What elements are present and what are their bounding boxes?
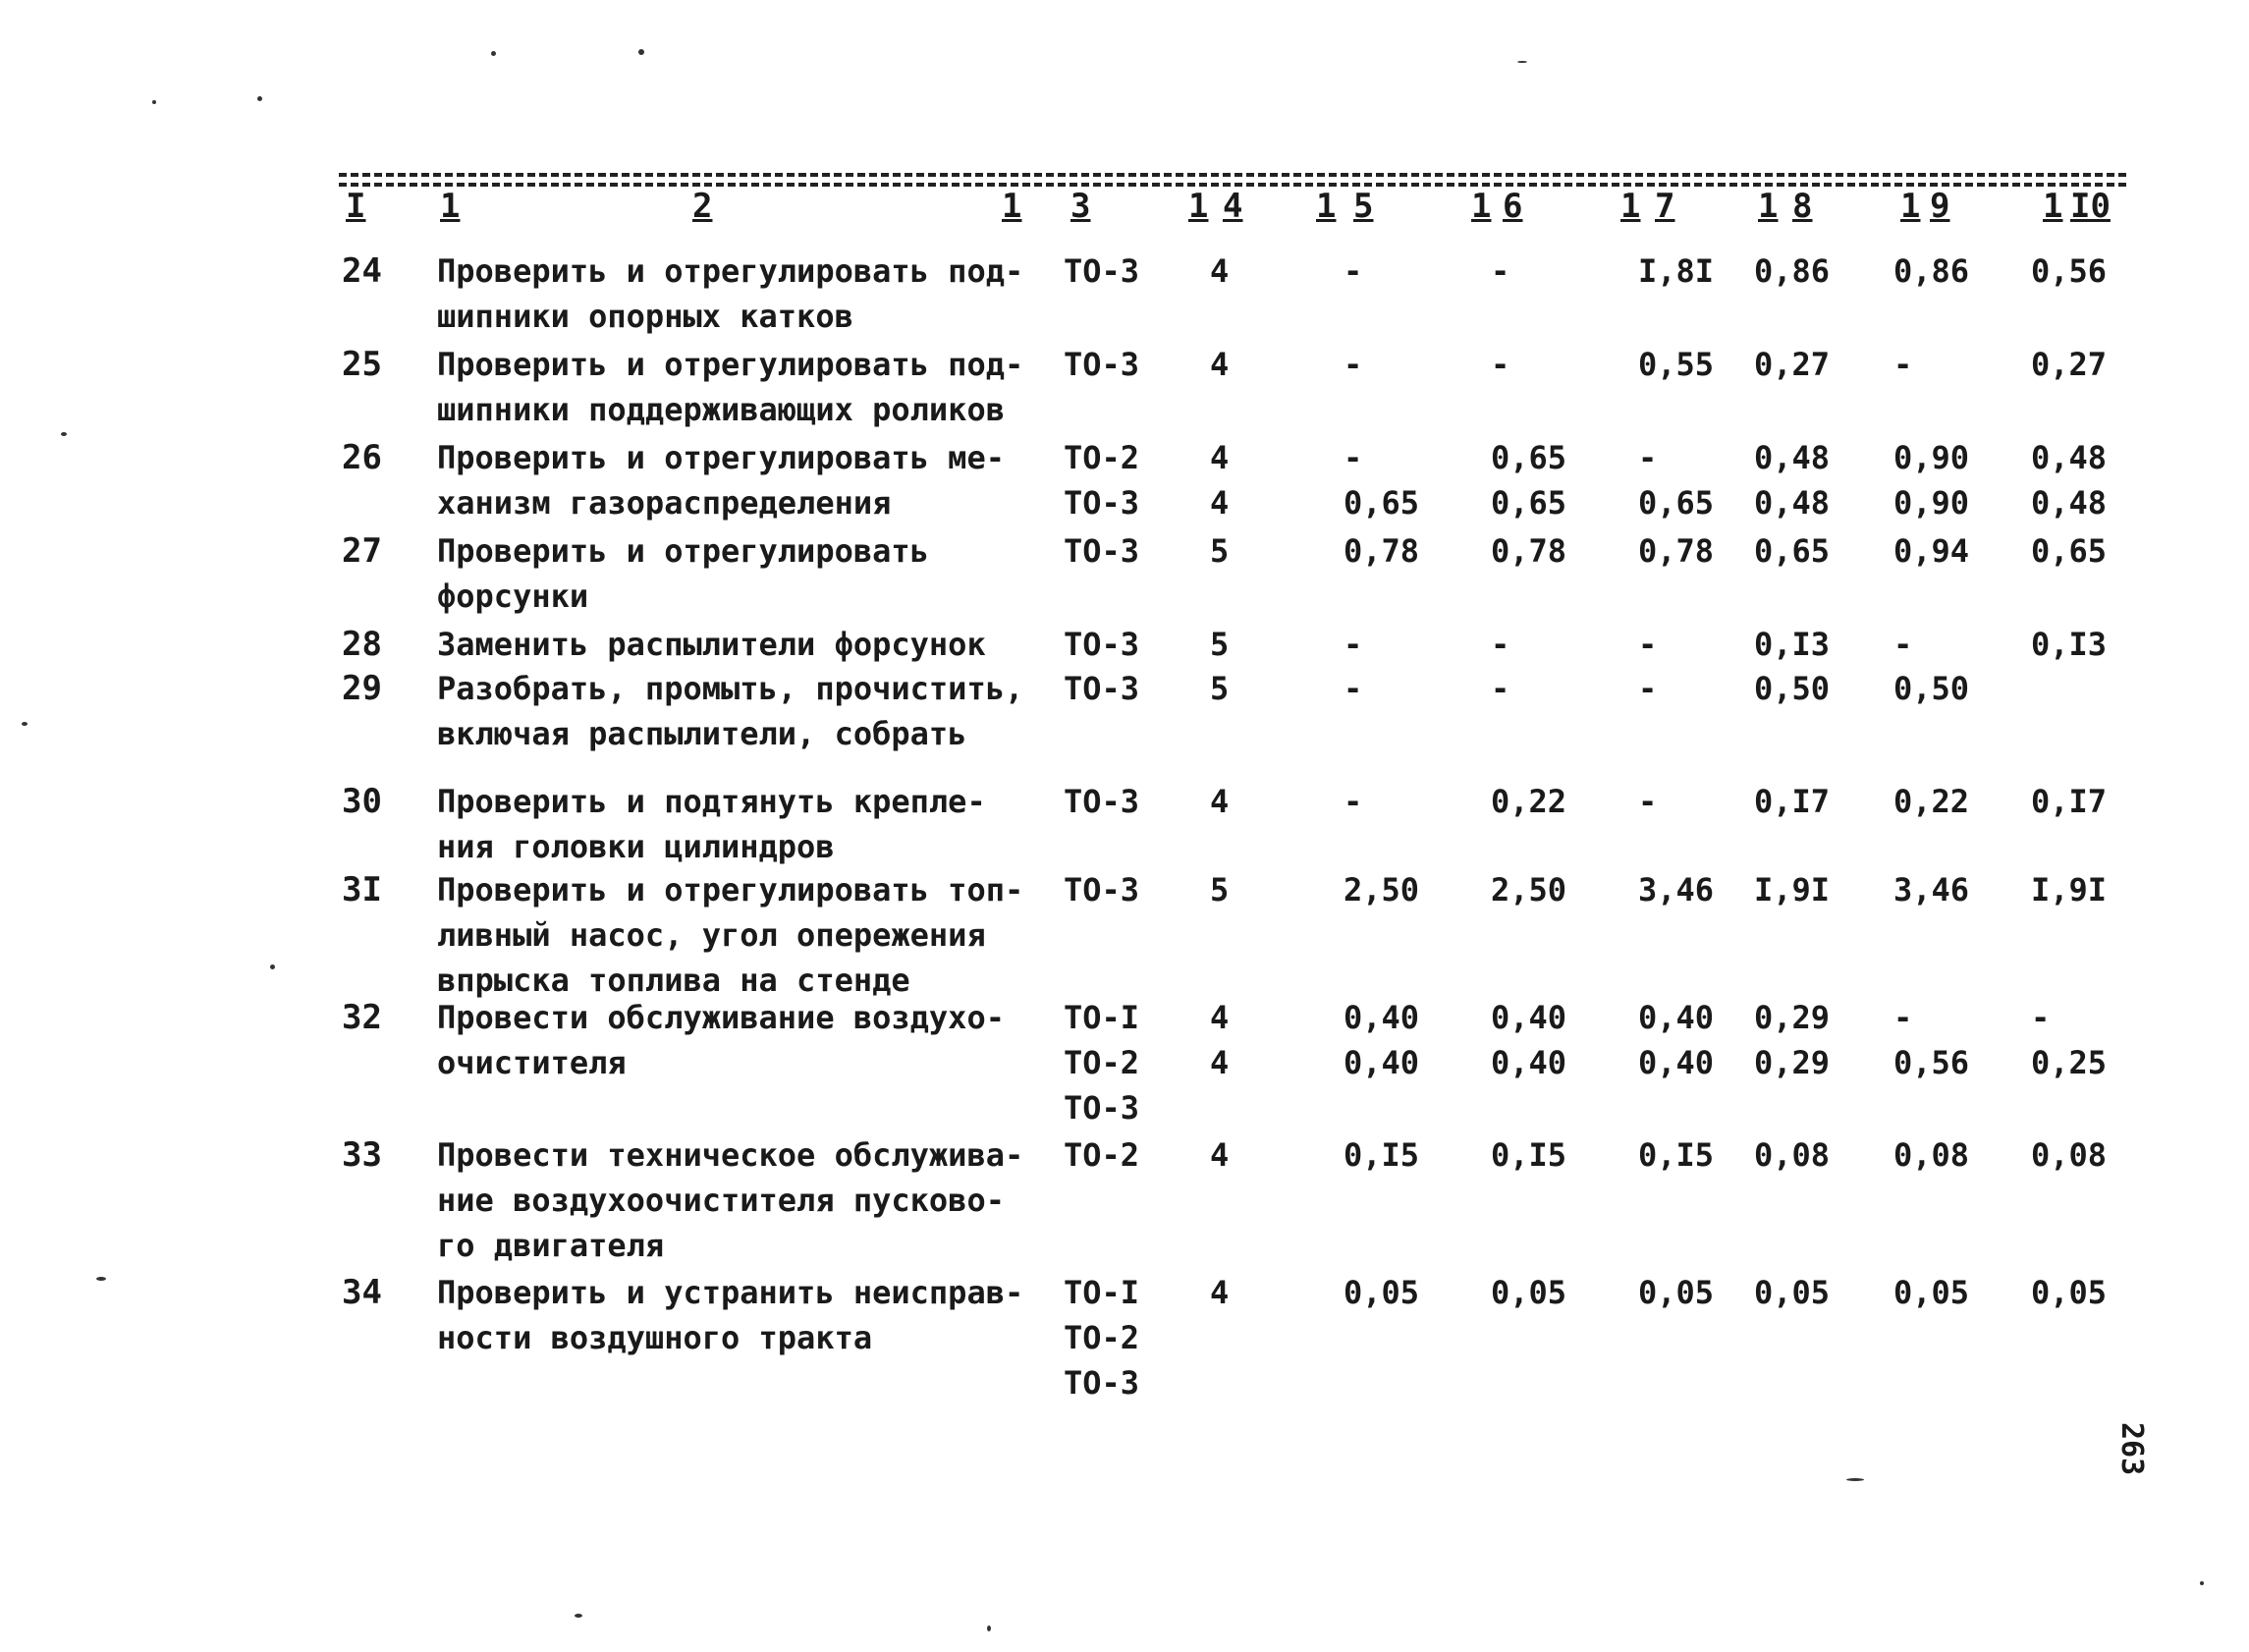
row-number: 3I	[342, 870, 382, 909]
row-description-line: Проверить и отрегулировать под-	[437, 346, 1024, 383]
value-col-10-line: 0,48	[2031, 484, 2108, 522]
category-value	[1210, 528, 1249, 574]
category-value-line: 5	[1210, 626, 1230, 663]
value-col-9-line: 0,22	[1893, 783, 1970, 820]
value-col-8	[1754, 867, 1872, 912]
value-col-6-line: 0,78	[1491, 532, 1567, 570]
value-col-9	[1893, 342, 2011, 387]
row-description-line: Проверить и устранить неисправ-	[437, 1274, 1024, 1311]
value-col-6-line: -	[1491, 346, 1510, 383]
value-col-9	[1893, 867, 2011, 912]
header-col-separator: 1	[2043, 187, 2063, 226]
header-col-label: 7	[1655, 187, 1675, 226]
value-col-8-line: 0,08	[1754, 1136, 1831, 1174]
value-col-6	[1491, 1132, 1609, 1178]
value-col-8-line: 0,I3	[1754, 626, 1831, 663]
value-col-5-line: -	[1344, 252, 1363, 290]
row-description-line: Проверить и отрегулировать ме-	[437, 439, 1005, 476]
maintenance-code-line: ТО-3	[1064, 871, 1140, 909]
row-description-line: форсунки	[437, 578, 589, 615]
maintenance-code-line: ТО-2	[1064, 439, 1140, 476]
value-col-10-line: 0,56	[2031, 252, 2108, 290]
value-col-7-line: 0,05	[1638, 1274, 1715, 1311]
value-col-8-line: 0,48	[1754, 439, 1831, 476]
value-col-7-line: 0,55	[1638, 346, 1715, 383]
row-description	[437, 435, 1046, 525]
value-col-7-line: 3,46	[1638, 871, 1715, 909]
row-number: 32	[342, 998, 382, 1037]
value-col-9	[1893, 1270, 2011, 1315]
scan-speck	[1846, 1478, 1864, 1481]
value-col-10-line: 0,I3	[2031, 626, 2108, 663]
value-col-9	[1893, 1132, 2011, 1178]
maintenance-code-line: ТО-2	[1064, 1319, 1140, 1356]
row-number: 24	[342, 251, 382, 291]
row-number: 25	[342, 345, 382, 384]
value-col-9-line: 3,46	[1893, 871, 1970, 909]
value-col-7-line: 0,65	[1638, 484, 1715, 522]
category-value-line: 5	[1210, 670, 1230, 707]
value-col-8	[1754, 995, 1872, 1085]
value-col-5-line: -	[1344, 346, 1363, 383]
category-value	[1210, 867, 1249, 912]
value-col-10-line: 0,08	[2031, 1136, 2108, 1174]
category-value-line: 4	[1210, 252, 1230, 290]
value-col-5-line: 2,50	[1344, 871, 1420, 909]
category-value-line: 4	[1210, 439, 1230, 476]
value-col-5	[1344, 435, 1461, 525]
value-col-10	[2031, 1132, 2149, 1178]
row-description	[437, 867, 1046, 1003]
scan-speck	[61, 432, 67, 436]
header-col-label: 8	[1792, 187, 1813, 226]
value-col-10-line: 0,48	[2031, 439, 2108, 476]
value-col-7	[1638, 867, 1756, 912]
row-number: 28	[342, 625, 382, 664]
value-col-7	[1638, 528, 1756, 574]
scan-speck	[2200, 1581, 2204, 1585]
header-col-separator: 1	[1471, 187, 1492, 226]
value-col-10-line: -	[2031, 999, 2051, 1036]
category-value	[1210, 622, 1249, 667]
value-col-8	[1754, 1270, 1872, 1315]
value-col-5-line: -	[1344, 439, 1363, 476]
value-col-5	[1344, 528, 1461, 574]
maintenance-code	[1064, 622, 1172, 667]
row-description-line: ния головки цилиндров	[437, 828, 835, 865]
row-description-line: Провести обслуживание воздухо-	[437, 999, 1005, 1036]
row-number: 30	[342, 782, 382, 821]
header-col-label: 4	[1223, 187, 1243, 226]
value-col-8	[1754, 248, 1872, 294]
header-col-label: I0	[2070, 187, 2111, 226]
category-value-line: 5	[1210, 871, 1230, 909]
row-description	[437, 779, 1046, 869]
maintenance-code	[1064, 528, 1172, 574]
value-col-7-line: -	[1638, 439, 1658, 476]
value-col-9-line: 0,94	[1893, 532, 1970, 570]
row-description-line: ности воздушного тракта	[437, 1319, 873, 1356]
maintenance-code-line: ТО-I	[1064, 1274, 1140, 1311]
scan-speck	[22, 722, 27, 726]
value-col-7-line: 0,40	[1638, 1044, 1715, 1081]
value-col-8-line: 0,29	[1754, 999, 1831, 1036]
value-col-7	[1638, 666, 1756, 711]
value-col-6-line: 0,22	[1491, 783, 1567, 820]
value-col-7-line: 0,40	[1638, 999, 1715, 1036]
scan-speck	[270, 964, 275, 969]
category-value	[1210, 1270, 1249, 1315]
value-col-7	[1638, 1132, 1756, 1178]
category-value	[1210, 342, 1249, 387]
header-col-separator: 1	[440, 187, 461, 226]
category-value-line: 4	[1210, 999, 1230, 1036]
value-col-9-line: 0,08	[1893, 1136, 1970, 1174]
value-col-6-line: 2,50	[1491, 871, 1567, 909]
category-value	[1210, 666, 1249, 711]
scan-speck	[575, 1614, 582, 1618]
value-col-10-line: 0,27	[2031, 346, 2108, 383]
maintenance-code	[1064, 1270, 1172, 1405]
value-col-8-line: 0,I7	[1754, 783, 1831, 820]
value-col-9-line: 0,90	[1893, 439, 1970, 476]
category-value	[1210, 248, 1249, 294]
category-value	[1210, 1132, 1249, 1178]
maintenance-code	[1064, 1132, 1172, 1178]
value-col-9-line: -	[1893, 626, 1913, 663]
value-col-9	[1893, 528, 2011, 574]
row-number: 27	[342, 531, 382, 571]
row-description	[437, 666, 1046, 756]
scan-speck	[257, 96, 262, 101]
value-col-6	[1491, 435, 1609, 525]
row-description	[437, 1132, 1046, 1268]
row-description-line: ливный насос, угол опережения	[437, 916, 986, 954]
value-col-8	[1754, 342, 1872, 387]
value-col-7-line: 0,78	[1638, 532, 1715, 570]
maintenance-code	[1064, 867, 1172, 912]
page-number: 263	[2114, 1422, 2149, 1476]
row-number: 26	[342, 438, 382, 477]
value-col-5-line: 0,40	[1344, 1044, 1420, 1081]
value-col-10	[2031, 995, 2149, 1085]
value-col-6-line: 0,65	[1491, 484, 1567, 522]
value-col-6-line: 0,65	[1491, 439, 1567, 476]
value-col-9	[1893, 622, 2011, 667]
maintenance-code	[1064, 248, 1172, 294]
row-description-line: Проверить и подтянуть крепле-	[437, 783, 986, 820]
value-col-9-line: 0,90	[1893, 484, 1970, 522]
header-col-separator: 1	[1620, 187, 1641, 226]
value-col-6-line: 0,40	[1491, 999, 1567, 1036]
maintenance-code-line: ТО-3	[1064, 484, 1140, 522]
header-col-separator: 1	[1900, 187, 1921, 226]
maintenance-code	[1064, 995, 1172, 1130]
value-col-9-line: 0,56	[1893, 1044, 1970, 1081]
value-col-8-line: 0,48	[1754, 484, 1831, 522]
maintenance-code-line: ТО-3	[1064, 670, 1140, 707]
header-col-separator: 1	[1188, 187, 1209, 226]
value-col-9-line: 0,05	[1893, 1274, 1970, 1311]
table-top-rule	[339, 173, 2126, 177]
maintenance-code	[1064, 435, 1172, 525]
value-col-5-line: 0,I5	[1344, 1136, 1420, 1174]
value-col-5	[1344, 666, 1461, 711]
header-col-label: 9	[1930, 187, 1950, 226]
value-col-8-line: 0,50	[1754, 670, 1831, 707]
category-value-line: 4	[1210, 346, 1230, 383]
row-description-line: Проверить и отрегулировать под-	[437, 252, 1024, 290]
value-col-9-line: -	[1893, 346, 1913, 383]
category-value	[1210, 995, 1249, 1085]
maintenance-code-line: ТО-I	[1064, 999, 1140, 1036]
maintenance-code-line: ТО-3	[1064, 252, 1140, 290]
value-col-10	[2031, 528, 2149, 574]
row-description	[437, 528, 1046, 619]
scan-speck	[491, 51, 496, 56]
value-col-9-line: 0,86	[1893, 252, 1970, 290]
value-col-5-line: -	[1344, 670, 1363, 707]
value-col-10-line: 0,65	[2031, 532, 2108, 570]
value-col-8-line: 0,05	[1754, 1274, 1831, 1311]
category-value-line: 4	[1210, 1274, 1230, 1311]
row-number: 34	[342, 1273, 382, 1312]
scan-speck	[152, 100, 156, 104]
value-col-6-line: -	[1491, 626, 1510, 663]
value-col-6	[1491, 995, 1609, 1085]
value-col-5-line: -	[1344, 783, 1363, 820]
maintenance-code-line: ТО-3	[1064, 626, 1140, 663]
value-col-10	[2031, 666, 2149, 711]
value-col-6-line: 0,05	[1491, 1274, 1567, 1311]
scan-speck	[96, 1277, 106, 1281]
value-col-9-line: -	[1893, 999, 1913, 1036]
value-col-7	[1638, 435, 1756, 525]
value-col-8-line: 0,29	[1754, 1044, 1831, 1081]
row-description	[437, 1270, 1046, 1360]
row-description-line: го двигателя	[437, 1227, 665, 1264]
row-description	[437, 995, 1046, 1085]
value-col-8	[1754, 666, 1872, 711]
value-col-10-line: 0,I7	[2031, 783, 2108, 820]
value-col-5-line: 0,65	[1344, 484, 1420, 522]
row-description-line: Заменить распылители форсунок	[437, 626, 986, 663]
maintenance-code-line: ТО-3	[1064, 1364, 1140, 1402]
row-description-line: Проверить и отрегулировать топ-	[437, 871, 1024, 909]
value-col-5	[1344, 995, 1461, 1085]
value-col-7-line: 0,I5	[1638, 1136, 1715, 1174]
value-col-5	[1344, 248, 1461, 294]
value-col-7	[1638, 248, 1756, 294]
category-value-line: 4	[1210, 1136, 1230, 1174]
value-col-6	[1491, 1270, 1609, 1315]
value-col-6	[1491, 779, 1609, 824]
row-description	[437, 622, 1046, 667]
value-col-5	[1344, 867, 1461, 912]
value-col-5	[1344, 779, 1461, 824]
maintenance-code-line: ТО-3	[1064, 532, 1140, 570]
row-number: 29	[342, 669, 382, 708]
value-col-6	[1491, 342, 1609, 387]
value-col-7-line: -	[1638, 670, 1658, 707]
value-col-6-line: 0,I5	[1491, 1136, 1567, 1174]
header-col-separator: 1	[1002, 187, 1022, 226]
value-col-5-line: 0,40	[1344, 999, 1420, 1036]
row-description-line: включая распылители, собрать	[437, 715, 967, 752]
value-col-10-line: 0,25	[2031, 1044, 2108, 1081]
category-value-line: 5	[1210, 532, 1230, 570]
value-col-10-line	[2031, 666, 2149, 711]
header-col-label: 3	[1070, 187, 1091, 226]
value-col-8	[1754, 528, 1872, 574]
value-col-10	[2031, 867, 2149, 912]
value-col-10-line: 0,05	[2031, 1274, 2108, 1311]
value-col-6	[1491, 528, 1609, 574]
value-col-9	[1893, 779, 2011, 824]
row-description-line: ханизм газораспределения	[437, 484, 892, 522]
value-col-10	[2031, 779, 2149, 824]
category-value	[1210, 435, 1249, 525]
value-col-8-line: 0,65	[1754, 532, 1831, 570]
value-col-5	[1344, 622, 1461, 667]
value-col-5	[1344, 342, 1461, 387]
row-description-line: Провести техническое обслужива-	[437, 1136, 1024, 1174]
maintenance-code	[1064, 342, 1172, 387]
value-col-7-line: -	[1638, 783, 1658, 820]
value-col-6-line: 0,40	[1491, 1044, 1567, 1081]
header-col-label: 5	[1353, 187, 1374, 226]
header-col-label: I	[346, 187, 366, 226]
row-description-line: Разобрать, промыть, прочистить,	[437, 670, 1024, 707]
value-col-10	[2031, 1270, 2149, 1315]
value-col-9	[1893, 435, 2011, 525]
value-col-8	[1754, 779, 1872, 824]
value-col-6-line: -	[1491, 252, 1510, 290]
value-col-8-line: 0,86	[1754, 252, 1831, 290]
header-col-label: 6	[1503, 187, 1523, 226]
value-col-6	[1491, 867, 1609, 912]
value-col-6	[1491, 248, 1609, 294]
value-col-10	[2031, 435, 2149, 525]
row-description-line: ние воздухоочистителя пусково-	[437, 1182, 1005, 1219]
row-description-line: очистителя	[437, 1044, 627, 1081]
scan-speck	[1517, 61, 1527, 63]
header-col-separator: 1	[1316, 187, 1337, 226]
value-col-5	[1344, 1270, 1461, 1315]
value-col-5-line: 0,78	[1344, 532, 1420, 570]
value-col-8	[1754, 435, 1872, 525]
value-col-8-line: 0,27	[1754, 346, 1831, 383]
row-description-line: шипники опорных катков	[437, 298, 853, 335]
value-col-7-line: -	[1638, 626, 1658, 663]
value-col-9	[1893, 666, 2011, 711]
maintenance-code-line: ТО-3	[1064, 1089, 1140, 1127]
category-value-line: 4	[1210, 484, 1230, 522]
value-col-5-line: 0,05	[1344, 1274, 1420, 1311]
scan-speck	[638, 49, 644, 55]
category-value	[1210, 779, 1249, 824]
value-col-8	[1754, 622, 1872, 667]
value-col-8	[1754, 1132, 1872, 1178]
row-description-line: шипники поддерживающих роликов	[437, 391, 1005, 428]
value-col-10	[2031, 342, 2149, 387]
value-col-7	[1638, 779, 1756, 824]
row-description-line: Проверить и отрегулировать	[437, 532, 929, 570]
value-col-10	[2031, 622, 2149, 667]
category-value-line: 4	[1210, 783, 1230, 820]
value-col-7	[1638, 622, 1756, 667]
value-col-6	[1491, 666, 1609, 711]
value-col-7	[1638, 995, 1756, 1085]
value-col-6-line: -	[1491, 670, 1510, 707]
value-col-6	[1491, 622, 1609, 667]
value-col-5-line: -	[1344, 626, 1363, 663]
value-col-9	[1893, 995, 2011, 1085]
value-col-7-line: I,8I	[1638, 252, 1715, 290]
row-description	[437, 342, 1046, 432]
maintenance-code-line: ТО-2	[1064, 1044, 1140, 1081]
value-col-10-line: I,9I	[2031, 871, 2108, 909]
row-description	[437, 248, 1046, 339]
maintenance-code	[1064, 779, 1172, 824]
row-description-line: впрыска топлива на стенде	[437, 962, 910, 999]
row-number: 33	[342, 1135, 382, 1175]
value-col-10	[2031, 248, 2149, 294]
value-col-9	[1893, 248, 2011, 294]
value-col-7	[1638, 342, 1756, 387]
value-col-8-line: I,9I	[1754, 871, 1831, 909]
value-col-7	[1638, 1270, 1756, 1315]
value-col-9-line: 0,50	[1893, 670, 1970, 707]
header-col-label: 2	[692, 187, 713, 226]
scan-speck	[987, 1625, 991, 1631]
maintenance-code-line: ТО-3	[1064, 346, 1140, 383]
category-value-line: 4	[1210, 1044, 1230, 1081]
maintenance-code-line: ТО-2	[1064, 1136, 1140, 1174]
maintenance-code-line: ТО-3	[1064, 783, 1140, 820]
header-col-separator: 1	[1758, 187, 1779, 226]
value-col-5	[1344, 1132, 1461, 1178]
maintenance-code	[1064, 666, 1172, 711]
